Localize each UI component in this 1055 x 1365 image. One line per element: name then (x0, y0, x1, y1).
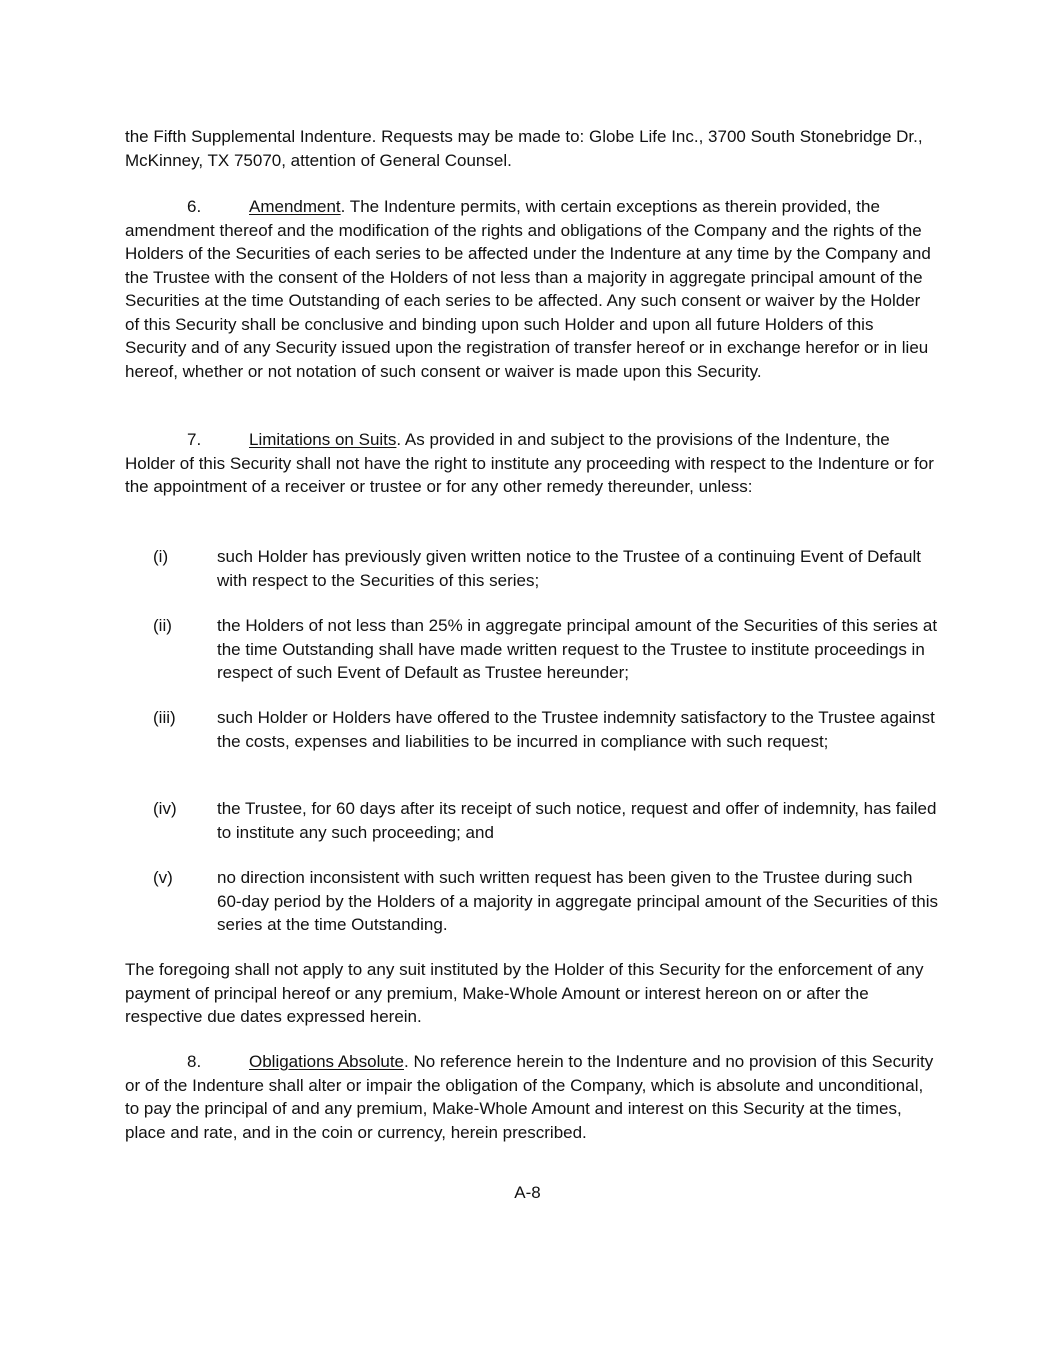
list-item-text: the Holders of not less than 25% in aggregate principal amount of the Securities of this series at the time Outstanding shall have made written request to the Trustee to institute proceedings in respect of such Event of Default as Trustee hereunder; (217, 616, 938, 682)
section-7-number: 7. (187, 430, 202, 449)
section-7-closing-paragraph: The foregoing shall not apply to any suit instituted by the Holder of this Security for the enforcement of any payment of principal hereof or any premium, Make-Whole Amount or interest hereon on or after the respective due dates expressed herein. (125, 960, 924, 1026)
list-item (153, 614, 939, 685)
list-item-text: such Holder or Holders have offered to the Trustee indemnity satisfactory to the Trustee against the costs, expenses and liabilities to be incurred in compliance with such request; (217, 708, 935, 751)
list-item-label: (v) (153, 868, 173, 887)
list-item (153, 866, 939, 937)
list-item (153, 797, 939, 844)
intro-paragraph: the Fifth Supplemental Indenture. Requests may be made to: Globe Life Inc., 3700 South Stonebridge Dr., McKinney, TX 75070, attention of General Counsel. (125, 127, 923, 170)
list-item (153, 545, 939, 592)
section-8-text: . No reference herein to the Indenture and no provision of this Security or of the Indenture shall alter or impair the obligation of the Company, which is absolute and unconditional, to pay the principal of and any premium, Make-Whole Amount and interest on this Security at the times, place and rate, and in the coin or currency, herein prescribed. (125, 1052, 934, 1142)
list-item-label: (i) (153, 547, 169, 566)
section-7-heading: Limitations on Suits (249, 430, 397, 449)
list-item-label: (ii) (153, 616, 172, 635)
section-8-paragraph (125, 1050, 937, 1144)
section-7-text: . As provided in and subject to the provisions of the Indenture, the Holder of this Security shall not have the right to institute any proceeding with respect to the Indenture or for the appointment of a receiver or trustee or for any other remedy thereunder, unless: (125, 430, 934, 496)
list-item-text: such Holder has previously given written notice to the Trustee of a continuing Event of Default with respect to the Securities of this series; (217, 547, 922, 590)
list-item (153, 706, 939, 753)
list-item-text: the Trustee, for 60 days after its receipt of such notice, request and offer of indemnity, has failed to institute any such proceeding; and (217, 799, 937, 842)
section-6-paragraph (125, 195, 937, 383)
page-number: A-8 (514, 1183, 541, 1202)
section-8-number: 8. (187, 1052, 202, 1071)
list-item-label: (iv) (153, 799, 177, 818)
list-item-label: (iii) (153, 708, 176, 727)
section-7-paragraph (125, 428, 937, 499)
list-item-text: no direction inconsistent with such written request has been given to the Trustee during such 60-day period by the Holders of a majority in aggregate principal amount of the Securities of this series at the time Outstanding. (217, 868, 939, 934)
section-6-text: . The Indenture permits, with certain exceptions as therein provided, the amendment thereof and the modification of the rights and obligations of the Company and the rights of the Holders of the Securities of each series to be affected under the Indenture at any time by the Company and the Trustee with the consent of the Holders of not less than a majority in aggregate principal amount of the Securities at the time Outstanding of each series to be affected. Any such consent or waiver by the Holder of this Security shall be conclusive and binding upon such Holder and upon all future Holders of this Security and of any Security issued upon the registration of transfer hereof or in exchange herefor or in lieu hereof, whether or not notation of such consent or waiver is made upon this Security. (125, 197, 931, 381)
section-6-heading: Amendment (249, 197, 341, 216)
section-6-number: 6. (187, 197, 202, 216)
section-8-heading: Obligations Absolute (249, 1052, 404, 1071)
